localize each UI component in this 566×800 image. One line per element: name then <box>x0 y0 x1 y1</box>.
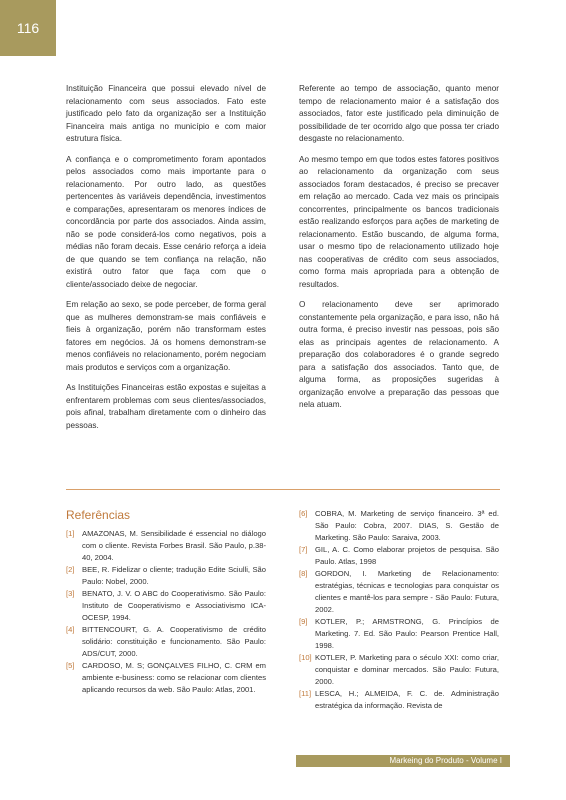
reference-item <box>299 688 499 712</box>
reference-number: [11] <box>299 689 312 698</box>
reference-item <box>66 564 266 588</box>
reference-item <box>66 588 266 624</box>
paragraph: O relacionamento deve ser aprimorado constantemente pela organização, e para isso, não há outra forma, é preciso investir nas pessoas, pois são elas as principais agentes de relacionamento. A preparação dos colaboradores é o grande segredo para a satisfação dos associados. Tanto que, de alguma forma, as proposições sugeridas à organização envolve a preparação das pessoas que nela atuam. <box>299 300 499 409</box>
reference-text: KOTLER, P. Marketing para o século XXI: como criar, conquistar e dominar mercados. São Paulo: Futura, 2000. <box>315 653 499 686</box>
reference-item <box>299 616 499 652</box>
reference-number: [7] <box>299 545 308 554</box>
reference-item <box>299 568 499 616</box>
paragraph: A confiança e o comprometimento foram apontados pelos associados como mais importante para o relacionamento. Por outro lado, as questões pertencentes às variáveis dependência, investimentos e comparações, apresentaram os menores índices de concordância por parte dos associados. Ainda assim, não se pode considerá-los como negativos, pois a médias não foram decais. Esse cenário reforça a ideia de que quando se tem confiança na relação, não existirá outro fator que faça com que o cliente/associado deixe de negociar. <box>66 154 266 289</box>
reference-item <box>66 660 266 696</box>
reference-text: LESCA, H.; ALMEIDA, F. C. de. Administração estratégica da informação. Revista de <box>315 689 499 710</box>
reference-item <box>66 528 266 564</box>
page-number-box <box>0 0 56 56</box>
reference-item <box>299 652 499 688</box>
paragraph: Em relação ao sexo, se pode perceber, de forma geral que as mulheres demonstram-se mais confiáveis e fieis à organização, porém não transformam estes fatores em negócios. Já os homens demonstram-se menos confiáveis no relacionamento, porém negociam mais produtos e serviços com a organização. <box>66 300 266 372</box>
reference-item <box>299 508 499 544</box>
paragraph: Instituição Financeira que possui elevado nível de relacionamento com seus associados. Fato este justificado pelo fato da organização ser a Instituição Financeira mais antiga no município e com maior estrutura física. <box>66 84 266 143</box>
references-heading: Referências <box>66 508 131 522</box>
footer-title: Markeing do Produto - Volume I <box>389 756 502 765</box>
reference-text: COBRA, M. Marketing de serviço financeiro. 3ª ed. São Paulo: Cobra, 2007. DIAS, S. Gestão de Marketing. São Paulo: Saraiva, 2003. <box>315 509 499 542</box>
reference-text: BENATO, J. V. O ABC do Cooperativismo. São Paulo: Instituto de Cooperativismo e Associativismo ICA-OCESP, 1994. <box>82 589 266 622</box>
reference-text: GIL, A. C. Como elaborar projetos de pesquisa. São Paulo. Atlas, 1998 <box>315 545 499 566</box>
section-divider <box>66 489 500 490</box>
reference-number: [5] <box>66 661 75 670</box>
paragraph: As Instituições Financeiras estão expostas e sujeitas a enfrentarem problemas com seus clientes/associados, pois afinal, trabalham diretamente com o dinheiro das pessoas. <box>66 383 266 430</box>
reference-number: [2] <box>66 565 75 574</box>
reference-text: AMAZONAS, M. Sensibilidade é essencial no diálogo com o cliente. Revista Forbes Brasil. São Paulo, p.38-40, 2004. <box>82 529 266 562</box>
reference-number: [6] <box>299 509 308 518</box>
left-text-column <box>66 83 266 440</box>
reference-number: [4] <box>66 625 75 634</box>
references-list-left <box>66 528 266 696</box>
references-list-right <box>299 508 499 712</box>
reference-text: GORDON, I. Marketing de Relacionamento: estratégias, técnicas e tecnologias para conquistar os clientes e mantê-los para sempre - São Paulo: Futura, 2002. <box>315 569 499 614</box>
reference-text: CARDOSO, M. S; GONÇALVES FILHO, C. CRM em ambiente e-business: como se relacionar com clientes aplicando recursos da web. São Paulo: Atlas, 2001. <box>82 661 266 694</box>
reference-text: BEE, R. Fidelizar o cliente; tradução Edite Sciulli, São Paulo: Nobel, 2000. <box>82 565 266 586</box>
reference-text: KOTLER, P.; ARMSTRONG, G. Princípios de Marketing. 7. Ed. São Paulo: Pearson Prentice Hall, 1998. <box>315 617 499 650</box>
reference-number: [8] <box>299 569 308 578</box>
reference-item <box>66 624 266 660</box>
reference-number: [10] <box>299 653 312 662</box>
reference-number: [9] <box>299 617 308 626</box>
reference-text: BITTENCOURT, G. A. Cooperativismo de crédito solidário: constituição e funcionamento. São Paulo: ADS/CUT, 2000. <box>82 625 266 658</box>
paragraph: Referente ao tempo de associação, quanto menor tempo de relacionamento maior é a satisfação dos associados, fator este justificado pela diminuição de possibilidade de ter ocorrido algo que possa ter criado desgaste no relacionamento. <box>299 84 499 143</box>
page-number: 116 <box>16 20 40 36</box>
paragraph: Ao mesmo tempo em que todos estes fatores positivos ao relacionamento da organização com seus associados foram destacados, é preciso se precaver em relação ao mercado. Cada vez mais os principais concorrentes, principalmente os bancos tradicionais estão realizando esforços para ações de marketing de relacionamento. Estão buscando, de alguma forma, usar o mesmo tipo de relacionamento utilizado hoje nas cooperativas de crédito com seus associados, como forma mais apropriada para a obtenção de resultados. <box>299 154 499 289</box>
reference-number: [3] <box>66 589 75 598</box>
footer-band <box>296 755 510 767</box>
right-text-column <box>299 83 499 420</box>
reference-number: [1] <box>66 529 75 538</box>
reference-item <box>299 544 499 568</box>
